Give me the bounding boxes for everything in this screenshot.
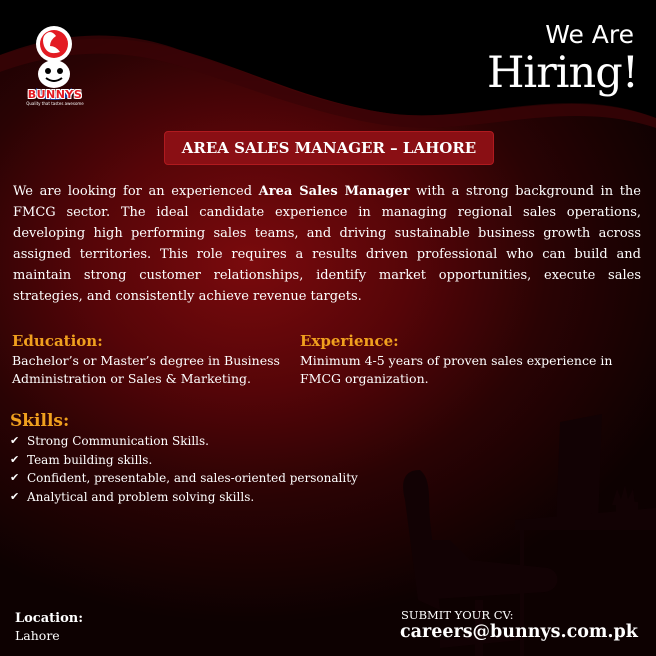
submit-email-link[interactable]: careers@bunnys.com.pk xyxy=(400,622,638,642)
header-hiring: Hiring! xyxy=(486,48,638,98)
skill-item xyxy=(10,451,358,470)
skill-text: Team building skills. xyxy=(27,452,153,467)
skill-item xyxy=(10,488,358,507)
skill-item xyxy=(10,469,358,488)
submit-cv-label: SUBMIT YOUR CV: xyxy=(401,608,514,622)
job-title-banner: AREA SALES MANAGER – LAHORE xyxy=(164,131,494,165)
location-value: Lahore xyxy=(15,628,60,643)
location-label: Location: xyxy=(15,611,84,626)
intro-before: We are looking for an experienced xyxy=(13,184,259,199)
skills-heading: Skills: xyxy=(10,411,70,431)
skills-list xyxy=(10,432,358,506)
education-text: Bachelor’s or Master’s degree in Business Administration or Sales & Marketing. xyxy=(12,353,280,386)
experience-text: Minimum 4-5 years of proven sales experience in FMCG organization. xyxy=(300,353,613,386)
intro-emphasis: Area Sales Manager xyxy=(258,184,410,199)
checkmark-icon: ✔ xyxy=(10,489,20,503)
checkmark-icon: ✔ xyxy=(10,452,20,466)
skill-text: Confident, presentable, and sales-oriented personality xyxy=(27,471,358,485)
skill-text: Strong Communication Skills. xyxy=(27,434,209,448)
logo-wordmark: BUNNYS xyxy=(27,88,83,101)
logo-tagline: Quality that tastes awesome xyxy=(26,101,84,106)
header-we-are: We Are xyxy=(545,20,634,49)
education-heading: Education: xyxy=(12,332,103,350)
job-description xyxy=(13,181,641,307)
experience-heading: Experience: xyxy=(300,332,399,350)
skill-text: Analytical and problem solving skills. xyxy=(27,489,255,504)
intro-after: with a strong background in the FMCG sector. The ideal candidate experience in managing regional sales operations, developing high performing sales teams, and driving sustainable business growth across assigned territories. This role requires a results driven professional who can build and maintain strong customer relationships, identify market opportunities, execute sales strategies, and consistently achieve revenue targets. xyxy=(13,184,641,304)
checkmark-icon: ✔ xyxy=(10,434,20,447)
checkmark-icon: ✔ xyxy=(10,471,20,484)
skill-item xyxy=(10,432,358,451)
